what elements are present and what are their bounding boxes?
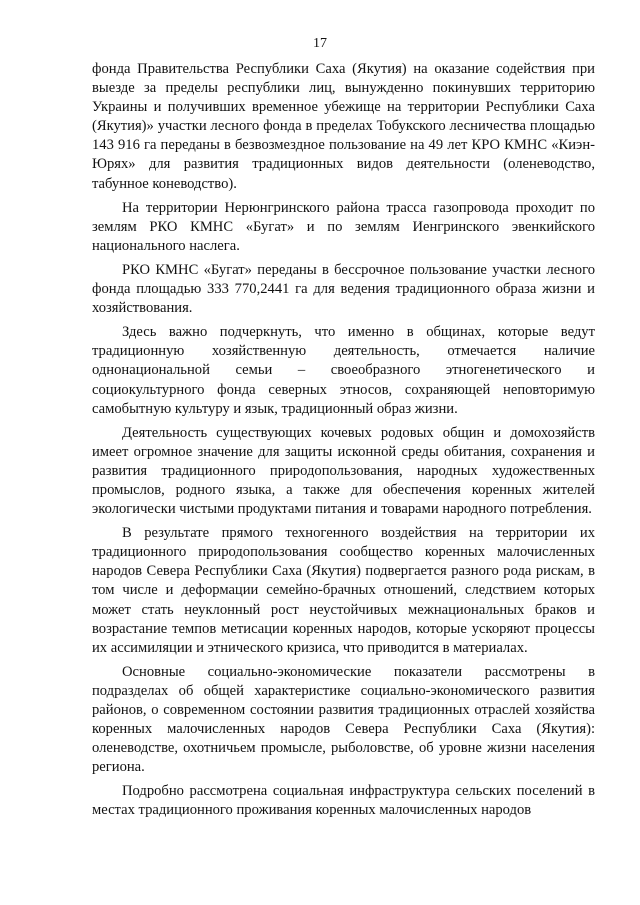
paragraph-nomadic-activity: Деятельность существующих кочевых родовых общин и домохозяйств имеет огромное значение для защиты исконной среды обитания, сохранения и развития традиционного природопользования, народных художественных промыслов, родного языка, а также для обеспечения коренных жителей экологически чистыми продуктами питания и товарами народного потребления. — [92, 424, 595, 518]
paragraph-social-infrastructure: Подробно рассмотрена социальная инфраструктура сельских поселений в местах традиционного проживания коренных малочисленных народов — [92, 783, 595, 819]
paragraph-communities: Здесь важно подчеркнуть, что именно в общинах, которые ведут традиционную хозяйственную деятельность, отмечается наличие однонациональной семьи – своеобразного этногенетического и социокультурного фонда северных этносов, сохраняющей неповторимую самобытную культуру и язык, традиционный образ жизни. — [92, 324, 595, 417]
paragraph-technogenic-impact: В результате прямого техногенного воздействия на территории их традиционного природопользования сообщество коренных малочисленных народов Севера Республики Саха (Якутия) подвергается разного рода рискам, в том числе и деформации семейно-брачных отношений, следствием которых может стать неуклонный рост неустойчивых межнациональных браков и возрастание темпов метисации коренных народов, которые ускоряют процессы их ассимиляции и этнического кризиса, что приводится в материалах. — [92, 525, 595, 656]
paragraph-continuation: фонда Правительства Республики Саха (Якутия) на оказание содействия при выезде за пределы республики лиц, вынужденно покинувших территорию Украины и получивших временное убежище на территории Республики Саха (Якутия)» участки лесного фонда в пределах Тобукского лесничества площадью 143 916 га переданы в безвозмездное пользование на 49 лет КРО КМНС «Киэн-Юрях» для развития традиционных видов деятельности (оленеводство, табунное коневодство). — [92, 61, 595, 192]
paragraph-socioeconomic-indicators: Основные социально-экономические показатели рассмотрены в подразделах об общей характеристике социально-экономического развития районов, о современном состоянии развития традиционных отраслей хозяйства коренных малочисленных народов Севера Республики Саха (Якутия): оленеводстве, охотничьем промысле, рыболовстве, об уровне жизни населения региона. — [92, 663, 595, 776]
paragraph-neryungri-pipeline: На территории Нерюнгринского района трасса газопровода проходит по землям РКО КМНС «Бугат» и по землям Иенгринского эвенкийского национального наслега. — [92, 199, 595, 254]
paragraph-bugat-land: РКО КМНС «Бугат» переданы в бессрочное пользование участки лесного фонда площадью 333 770,2441 га для ведения традиционного образа жизни и хозяйствования. — [92, 261, 595, 317]
page-number: 17 — [313, 36, 327, 51]
document-body — [92, 60, 595, 826]
